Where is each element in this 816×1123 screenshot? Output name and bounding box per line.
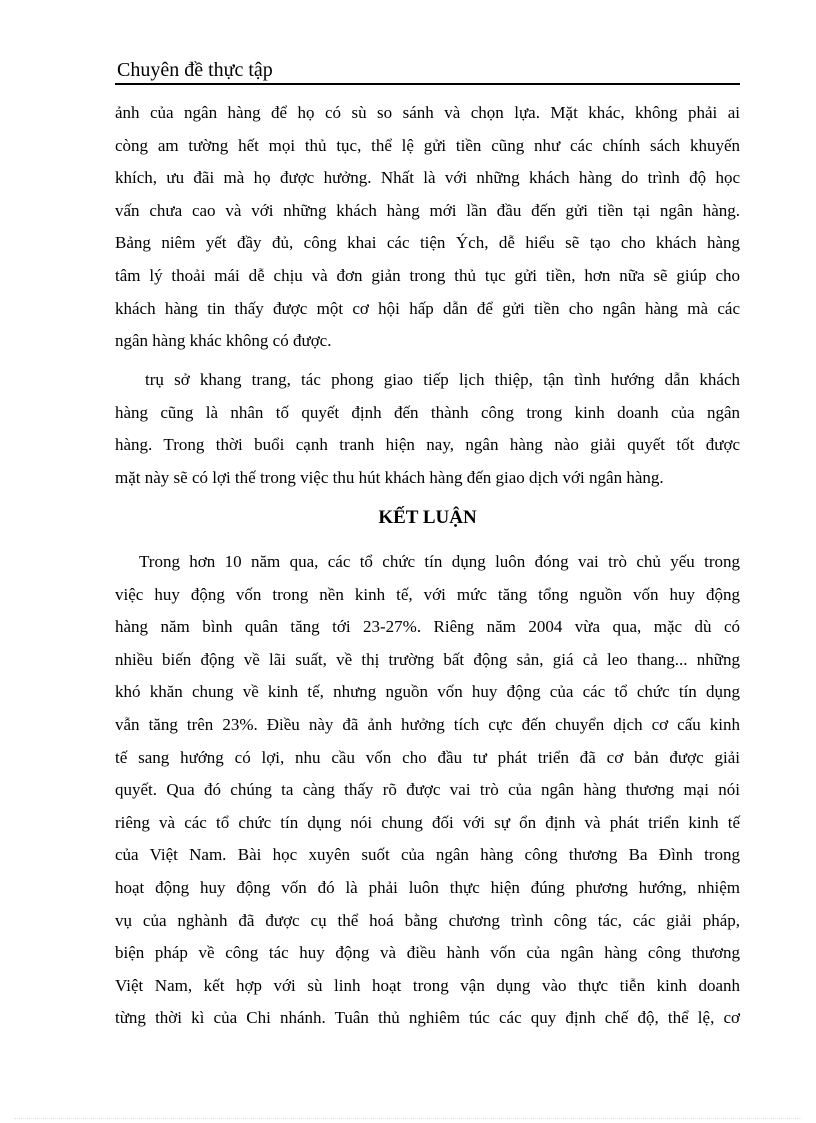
text-line: hàng cũng là nhân tố quyết định đến thành công trong kinh doanh của ngân	[115, 402, 740, 422]
text-line: từng thời kì của Chi nhánh. Tuân thủ nghiêm túc các quy định chế độ, thể lệ, cơ	[115, 1008, 740, 1028]
text-line: vụ của nghành đã được cụ thể hoá bằng chương trình công tác, các giải pháp,	[115, 910, 740, 930]
page-header	[115, 54, 740, 84]
paragraph-1	[115, 97, 740, 358]
text-line: Bảng niêm yết đầy đủ, công khai các tiện Ých, dễ hiểu sẽ tạo cho khách hàng	[115, 233, 740, 253]
text-line: Trong hơn 10 năm qua, các tổ chức tín dụng luôn đóng vai trò chủ yếu trong	[139, 552, 740, 571]
page-bottom-divider	[14, 1118, 802, 1119]
text-line: Việt Nam, kết hợp với sù linh hoạt trong vận dụng vào thực tiễn kinh doanh	[115, 975, 740, 995]
text-line: biện pháp về công tác huy động và điều hành vốn của ngân hàng công thương	[115, 943, 740, 963]
text-line: còng am tường hết mọi thủ tục, thể lệ gửi tiền cũng như các chính sách khuyến	[115, 135, 740, 155]
text-line: ảnh của ngân hàng để họ có sù so sánh và chọn lựa. Mặt khác, không phải ai	[115, 103, 740, 122]
text-line: tế sang hướng có lợi, nhu cầu vốn cho đầu tư phát triển đã cơ bản được giải	[115, 747, 740, 767]
text-line: khó khăn chung về kinh tế, nhưng nguồn vốn huy động của các tổ chức tín dụng	[115, 682, 740, 702]
text-line: nhiều biến động về lãi suất, về thị trường bất động sản, giá cả leo thang... những	[115, 649, 740, 669]
text-line: quyết. Qua đó chúng ta càng thấy rõ được vai trò của ngân hàng thương mại nói	[115, 780, 740, 800]
text-line: riêng và các tổ chức tín dụng nói chung đối với sự ổn định và phát triển kinh tế	[115, 812, 740, 832]
paragraph-2	[115, 364, 740, 494]
section-heading: KẾT LUẬN	[378, 507, 477, 528]
text-line: mặt này sẽ có lợi thế trong việc thu hút khách hàng đến giao dịch với ngân hàng.	[115, 467, 664, 487]
text-line: ngân hàng khác không có được.	[115, 331, 332, 351]
text-line: tâm lý thoải mái dễ chịu và đơn giản trong thủ tục gửi tiền, hơn nữa sẽ giúp cho	[115, 265, 740, 285]
text-line: hoạt động huy động vốn đó là phải luôn thực hiện đúng phương hướng, nhiệm	[115, 877, 740, 897]
text-line: vấn chưa cao và với những khách hàng mới lần đầu đến gửi tiền tại ngân hàng.	[115, 200, 740, 220]
header-divider	[115, 83, 740, 85]
text-line: hàng năm bình quân tăng tới 23-27%. Riêng năm 2004 vừa qua, mặc dù có	[115, 617, 740, 637]
text-line: của Việt Nam. Bài học xuyên suốt của ngân hàng công thương Ba Đình trong	[115, 845, 740, 865]
text-line: hàng. Trong thời buổi cạnh tranh hiện nay, ngân hàng nào giải quyết tốt được	[115, 435, 740, 455]
text-line: vẫn tăng trên 23%. Điều này đã ảnh hưởng tích cực đến chuyển dịch cơ cấu kinh	[115, 714, 740, 734]
text-line: khích, ưu đãi mà họ được hưởng. Nhất là với những khách hàng do trình độ học	[115, 168, 740, 188]
paragraph-3	[115, 546, 740, 1035]
page-title: Chuyên đề thực tập	[117, 59, 273, 81]
text-line: việc huy động vốn trong nền kinh tế, với mức tăng tổng nguồn vốn huy động	[115, 584, 740, 604]
text-line: khách hàng tin thấy được một cơ hội hấp dẫn để gửi tiền cho ngân hàng mà các	[115, 298, 740, 318]
text-line: trụ sở khang trang, tác phong giao tiếp lịch thiệp, tận tình hướng dẫn khách	[145, 370, 740, 389]
